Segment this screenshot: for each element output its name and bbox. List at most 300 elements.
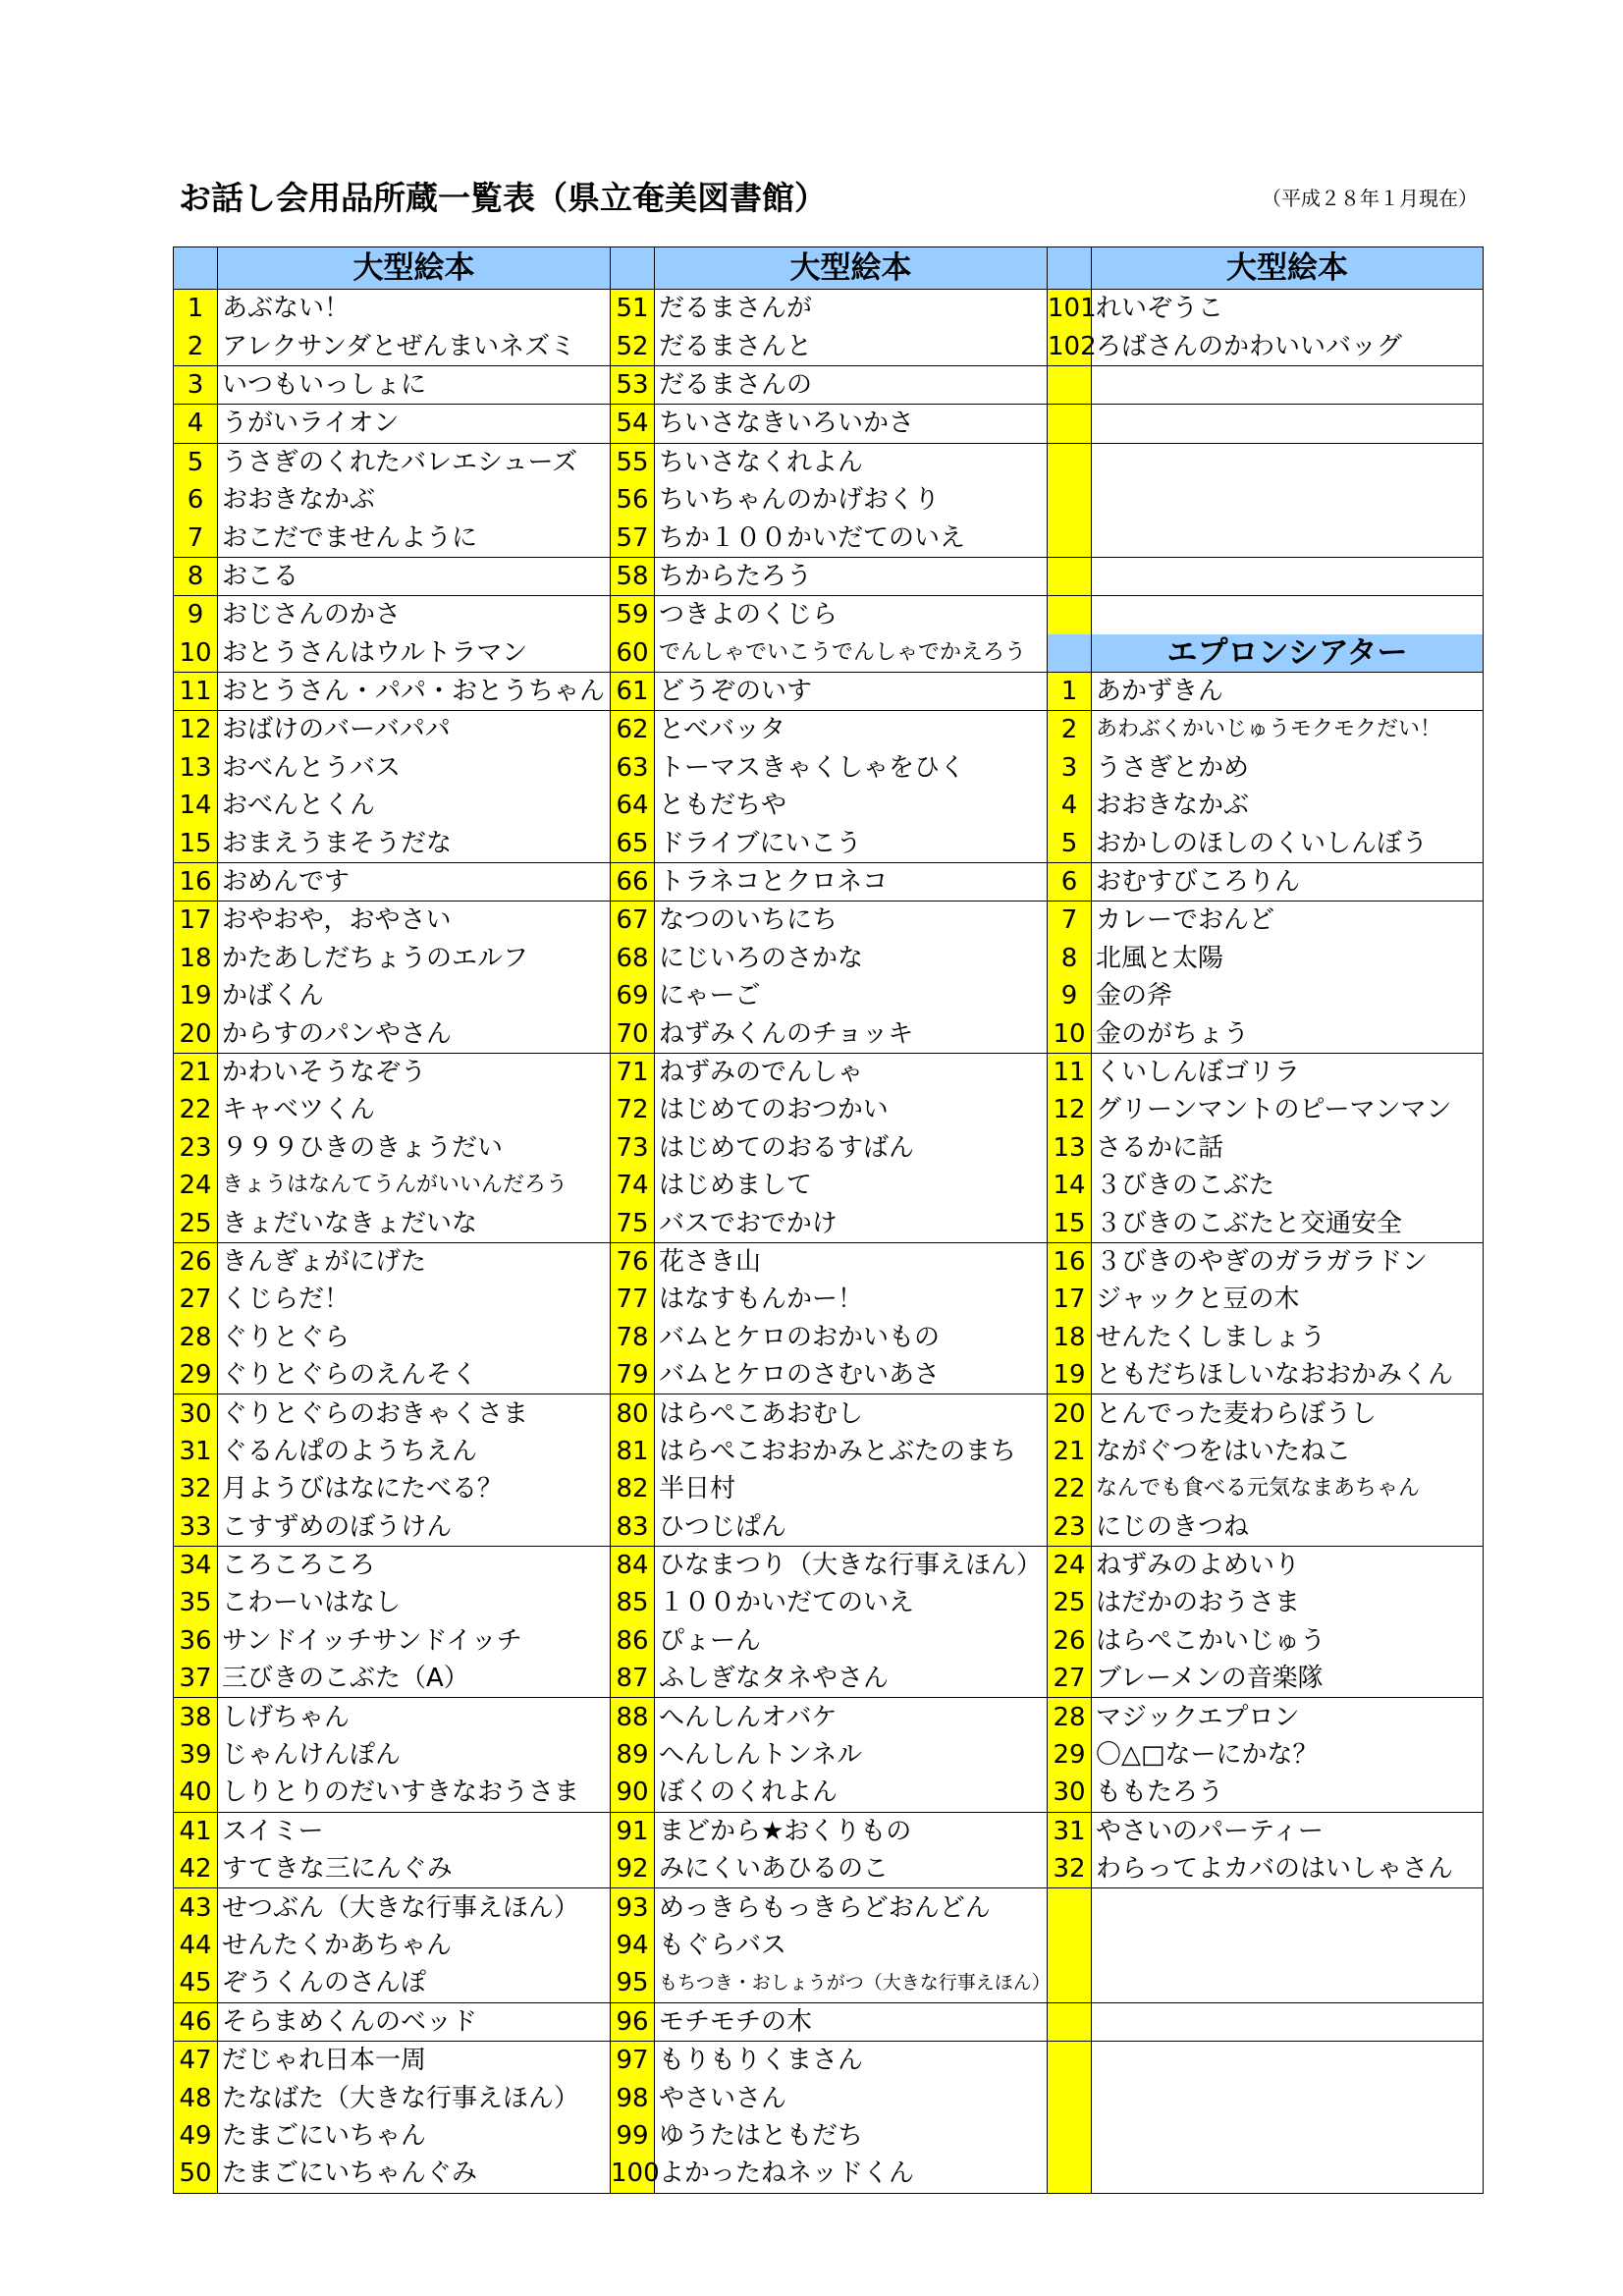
book-title: バムとケロのさむいあさ xyxy=(655,1356,1048,1394)
book-title: だるまさんが xyxy=(655,290,1048,328)
table-row xyxy=(174,1281,1484,1318)
apron-theater-title: カレーでおんど xyxy=(1092,902,1484,940)
item-number: 24 xyxy=(1048,1546,1092,1584)
book-title: はらぺこおおかみとぶたのまち xyxy=(655,1433,1048,1470)
item-number: 17 xyxy=(1048,1281,1092,1318)
item-number: 42 xyxy=(174,1850,218,1888)
empty-number-cell xyxy=(1048,365,1092,404)
table-row xyxy=(174,1167,1484,1204)
item-number: 27 xyxy=(174,1281,218,1318)
item-number: 14 xyxy=(174,787,218,824)
empty-number-cell xyxy=(1048,405,1092,443)
empty-title-cell xyxy=(1092,481,1484,519)
book-title: おこる xyxy=(218,557,611,595)
item-number: 22 xyxy=(174,1091,218,1128)
item-number: 84 xyxy=(611,1546,655,1584)
item-number: 19 xyxy=(174,977,218,1014)
book-title: バスでおでかけ xyxy=(655,1204,1048,1242)
book-title: １００かいだてのいえ xyxy=(655,1584,1048,1621)
item-number: 23 xyxy=(1048,1508,1092,1547)
item-number: 7 xyxy=(1048,902,1092,940)
item-number: 11 xyxy=(1048,1053,1092,1091)
item-number: 1 xyxy=(174,290,218,328)
table-row xyxy=(174,2155,1484,2193)
table-row xyxy=(174,481,1484,519)
book-title: せつぶん（大きな行事えほん） xyxy=(218,1888,611,1927)
item-number: 46 xyxy=(174,2002,218,2041)
item-number: 43 xyxy=(174,1888,218,1927)
book-title: ねずみくんのチョッキ xyxy=(655,1014,1048,1053)
book-title: アレクサンダとぜんまいネズミ xyxy=(218,327,611,365)
item-number: 88 xyxy=(611,1698,655,1736)
book-title: はじめまして xyxy=(655,1167,1048,1204)
apron-theater-title: はだかのおうさま xyxy=(1092,1584,1484,1621)
table-row xyxy=(174,2002,1484,2041)
table-row xyxy=(174,327,1484,365)
item-number: 20 xyxy=(174,1014,218,1053)
book-title: スイミー xyxy=(218,1812,611,1850)
empty-number-cell xyxy=(1048,519,1092,557)
item-number: 89 xyxy=(611,1736,655,1774)
item-number: 47 xyxy=(174,2041,218,2079)
table-row xyxy=(174,1394,1484,1433)
item-number: 62 xyxy=(611,711,655,749)
item-number: 4 xyxy=(174,405,218,443)
book-title: ねずみのでんしゃ xyxy=(655,1053,1048,1091)
book-title: うさぎのくれたバレエシューズ xyxy=(218,443,611,481)
item-number: 82 xyxy=(611,1470,655,1507)
apron-theater-title: おむすびころりん xyxy=(1092,862,1484,901)
item-number: 90 xyxy=(611,1774,655,1812)
book-title: おこだでませんように xyxy=(218,519,611,557)
table-row xyxy=(174,2079,1484,2116)
apron-theater-title: ３びきのやぎのガラガラドン xyxy=(1092,1242,1484,1281)
empty-number-cell xyxy=(1048,2002,1092,2041)
book-title: しりとりのだいすきなおうさま xyxy=(218,1774,611,1812)
item-number: 40 xyxy=(174,1774,218,1812)
book-title: おやおや，おやさい xyxy=(218,902,611,940)
book-title: バムとケロのおかいもの xyxy=(655,1319,1048,1356)
book-title: サンドイッチサンドイッチ xyxy=(218,1622,611,1660)
item-number: 2 xyxy=(174,327,218,365)
item-number: 30 xyxy=(174,1394,218,1433)
column-header-large-picture-book: 大型絵本 xyxy=(655,247,1048,290)
book-title: だるまさんと xyxy=(655,327,1048,365)
item-number: 15 xyxy=(174,824,218,862)
book-title: だじゃれ日本一周 xyxy=(218,2041,611,2079)
book-title: はらぺこあおむし xyxy=(655,1394,1048,1433)
table-row xyxy=(174,1622,1484,1660)
table-row xyxy=(174,672,1484,710)
book-title: ちいさなきいろいかさ xyxy=(655,405,1048,443)
apron-theater-title: あわぶくかいじゅうモクモクだい！ xyxy=(1092,711,1484,749)
item-number: 57 xyxy=(611,519,655,557)
item-number: 17 xyxy=(174,902,218,940)
item-number: 14 xyxy=(1048,1167,1092,1204)
item-number: 101 xyxy=(1048,290,1092,328)
item-number: 29 xyxy=(1048,1736,1092,1774)
empty-number-cell xyxy=(1048,2079,1092,2116)
item-number: 12 xyxy=(174,711,218,749)
table-row xyxy=(174,519,1484,557)
book-title: かわいそうなぞう xyxy=(218,1053,611,1091)
item-number: 51 xyxy=(611,290,655,328)
item-number: 26 xyxy=(174,1242,218,1281)
item-number: 15 xyxy=(1048,1204,1092,1242)
book-title: しげちゃん xyxy=(218,1698,611,1736)
item-number: 91 xyxy=(611,1812,655,1850)
apron-theater-title: ともだちほしいなおおかみくん xyxy=(1092,1356,1484,1394)
item-number: 22 xyxy=(1048,1470,1092,1507)
item-number: 64 xyxy=(611,787,655,824)
book-title: ぐるんぱのようちえん xyxy=(218,1433,611,1470)
empty-number-cell xyxy=(1048,1964,1092,2002)
book-title: とべバッタ xyxy=(655,711,1048,749)
item-number: 50 xyxy=(174,2155,218,2193)
item-number: 60 xyxy=(611,634,655,673)
item-number: 98 xyxy=(611,2079,655,2116)
empty-number-cell xyxy=(1048,1888,1092,1927)
empty-title-cell xyxy=(1092,596,1484,634)
item-number: 9 xyxy=(174,596,218,634)
book-title: ぞうくんのさんぽ xyxy=(218,1964,611,2002)
item-number: 16 xyxy=(1048,1242,1092,1281)
apron-theater-title: ねずみのよめいり xyxy=(1092,1546,1484,1584)
empty-number-cell xyxy=(1048,2117,1092,2155)
item-number: 39 xyxy=(174,1736,218,1774)
table-row xyxy=(174,1964,1484,2002)
table-row xyxy=(174,1660,1484,1698)
apron-theater-title: とんでった麦わらぼうし xyxy=(1092,1394,1484,1433)
item-number: 63 xyxy=(611,749,655,787)
book-title: にじいろのさかな xyxy=(655,940,1048,977)
book-title: おべんとうバス xyxy=(218,749,611,787)
item-number: 37 xyxy=(174,1660,218,1698)
book-title: ひなまつり（大きな行事えほん） xyxy=(655,1546,1048,1584)
book-title: 月ようびはなにたべる？ xyxy=(218,1470,611,1507)
table-row xyxy=(174,749,1484,787)
item-number: 2 xyxy=(1048,711,1092,749)
item-number: 13 xyxy=(174,749,218,787)
book-title: めっきらもっきらどおんどん xyxy=(655,1888,1048,1927)
book-title: おおきなかぶ xyxy=(218,481,611,519)
item-number: 97 xyxy=(611,2041,655,2079)
empty-number-cell xyxy=(1048,2155,1092,2193)
book-title: たなばた（大きな行事えほん） xyxy=(218,2079,611,2116)
book-title: みにくいあひるのこ xyxy=(655,1850,1048,1888)
table-row xyxy=(174,977,1484,1014)
item-number: 69 xyxy=(611,977,655,1014)
item-number: 27 xyxy=(1048,1660,1092,1698)
book-title: まどから★おくりもの xyxy=(655,1812,1048,1850)
apron-theater-title: 金のがちょう xyxy=(1092,1014,1484,1053)
book-title: うがいライオン xyxy=(218,405,611,443)
table-row xyxy=(174,1927,1484,1964)
item-number: 7 xyxy=(174,519,218,557)
table-row xyxy=(174,1546,1484,1584)
header-blank-cell xyxy=(1048,247,1092,290)
book-title: もぐらバス xyxy=(655,1927,1048,1964)
header-blank-cell xyxy=(174,247,218,290)
item-number: 3 xyxy=(1048,749,1092,787)
table-row xyxy=(174,1888,1484,1927)
item-number: 8 xyxy=(174,557,218,595)
item-number: 83 xyxy=(611,1508,655,1547)
apron-header-blank xyxy=(1048,634,1092,673)
apron-theater-title: マジックエプロン xyxy=(1092,1698,1484,1736)
book-title: からすのパンやさん xyxy=(218,1014,611,1053)
item-number: 26 xyxy=(1048,1622,1092,1660)
item-number: 61 xyxy=(611,672,655,710)
large-book-title: ろばさんのかわいいバッグ xyxy=(1092,327,1484,365)
book-title: たまごにいちゃんぐみ xyxy=(218,2155,611,2193)
item-number: 49 xyxy=(174,2117,218,2155)
book-title: くじらだ！ xyxy=(218,1281,611,1318)
book-title: じゃんけんぽん xyxy=(218,1736,611,1774)
table-row xyxy=(174,634,1484,673)
empty-title-cell xyxy=(1092,1964,1484,2002)
book-title: ちか１００かいだてのいえ xyxy=(655,519,1048,557)
item-number: 5 xyxy=(174,443,218,481)
item-number: 36 xyxy=(174,1622,218,1660)
table-row xyxy=(174,365,1484,404)
item-number: 4 xyxy=(1048,787,1092,824)
item-number: 67 xyxy=(611,902,655,940)
empty-title-cell xyxy=(1092,557,1484,595)
apron-theater-title: うさぎとかめ xyxy=(1092,749,1484,787)
table-row xyxy=(174,1433,1484,1470)
book-title: せんたくかあちゃん xyxy=(218,1927,611,1964)
item-number: 18 xyxy=(174,940,218,977)
empty-title-cell xyxy=(1092,405,1484,443)
book-title: なつのいちにち xyxy=(655,902,1048,940)
book-title: すてきな三にんぐみ xyxy=(218,1850,611,1888)
apron-theater-title: ３びきのこぶた xyxy=(1092,1167,1484,1204)
table-row xyxy=(174,902,1484,940)
item-number: 28 xyxy=(174,1319,218,1356)
table-row xyxy=(174,1091,1484,1128)
item-number: 94 xyxy=(611,1927,655,1964)
book-title: はじめてのおつかい xyxy=(655,1091,1048,1128)
item-number: 55 xyxy=(611,443,655,481)
book-title: 花さき山 xyxy=(655,1242,1048,1281)
table-row xyxy=(174,787,1484,824)
table-row xyxy=(174,1850,1484,1888)
item-number: 1 xyxy=(1048,672,1092,710)
item-number: 21 xyxy=(174,1053,218,1091)
book-title: へんしんトンネル xyxy=(655,1736,1048,1774)
apron-theater-header: エプロンシアター xyxy=(1092,634,1484,673)
item-number: 18 xyxy=(1048,1319,1092,1356)
item-number: 93 xyxy=(611,1888,655,1927)
book-title: きんぎょがにげた xyxy=(218,1242,611,1281)
item-number: 44 xyxy=(174,1927,218,1964)
book-title: はなすもんかー！ xyxy=(655,1281,1048,1318)
table-row xyxy=(174,290,1484,328)
table-row xyxy=(174,1356,1484,1394)
book-title: おとうさんはウルトラマン xyxy=(218,634,611,673)
book-title: おとうさん・パパ・おとうちゃん xyxy=(218,672,611,710)
table-row xyxy=(174,711,1484,749)
book-title: ちからたろう xyxy=(655,557,1048,595)
apron-theater-title: おおきなかぶ xyxy=(1092,787,1484,824)
apron-theater-title: おかしのほしのくいしんぼう xyxy=(1092,824,1484,862)
book-title: こわーいはなし xyxy=(218,1584,611,1621)
item-number: 28 xyxy=(1048,1698,1092,1736)
item-number: 71 xyxy=(611,1053,655,1091)
item-number: 99 xyxy=(611,2117,655,2155)
book-title: もちつき・おしょうがつ（大きな行事えほん） xyxy=(655,1964,1048,2002)
book-title: あぶない！ xyxy=(218,290,611,328)
table-row xyxy=(174,824,1484,862)
item-number: 102 xyxy=(1048,327,1092,365)
book-title: そらまめくんのベッド xyxy=(218,2002,611,2041)
item-number: 100 xyxy=(611,2155,655,2193)
book-title: ぐりとぐらのおきゃくさま xyxy=(218,1394,611,1433)
table-row xyxy=(174,1584,1484,1621)
table-row xyxy=(174,1204,1484,1242)
apron-theater-title: 金の斧 xyxy=(1092,977,1484,1014)
book-title: ぐりとぐらのえんそく xyxy=(218,1356,611,1394)
item-number: 6 xyxy=(174,481,218,519)
book-title: はじめてのおるすばん xyxy=(655,1129,1048,1167)
item-number: 45 xyxy=(174,1964,218,2002)
item-number: 79 xyxy=(611,1356,655,1394)
item-number: 23 xyxy=(174,1129,218,1167)
apron-theater-title: はらぺこかいじゅう xyxy=(1092,1622,1484,1660)
item-number: 9 xyxy=(1048,977,1092,1014)
holdings-table xyxy=(173,246,1484,2194)
item-number: 21 xyxy=(1048,1433,1092,1470)
book-title: にゃーご xyxy=(655,977,1048,1014)
item-number: 20 xyxy=(1048,1394,1092,1433)
empty-number-cell xyxy=(1048,1927,1092,1964)
item-number: 87 xyxy=(611,1660,655,1698)
item-number: 78 xyxy=(611,1319,655,1356)
item-number: 96 xyxy=(611,2002,655,2041)
book-title: いつもいっしょに xyxy=(218,365,611,404)
book-title: ９９９ひきのきょうだい xyxy=(218,1129,611,1167)
book-title: トーマスきゃくしゃをひく xyxy=(655,749,1048,787)
book-title: ゆうたはともだち xyxy=(655,2117,1048,2155)
item-number: 56 xyxy=(611,481,655,519)
item-number: 74 xyxy=(611,1167,655,1204)
empty-title-cell xyxy=(1092,2002,1484,2041)
item-number: 68 xyxy=(611,940,655,977)
item-number: 12 xyxy=(1048,1091,1092,1128)
item-number: 6 xyxy=(1048,862,1092,901)
item-number: 32 xyxy=(1048,1850,1092,1888)
book-title: ちいさなくれよん xyxy=(655,443,1048,481)
apron-theater-title: ブレーメンの音楽隊 xyxy=(1092,1660,1484,1698)
item-number: 81 xyxy=(611,1433,655,1470)
table-row xyxy=(174,1736,1484,1774)
table-row xyxy=(174,862,1484,901)
empty-number-cell xyxy=(1048,481,1092,519)
book-title: もりもりくまさん xyxy=(655,2041,1048,2079)
book-title: こすずめのぼうけん xyxy=(218,1508,611,1547)
empty-title-cell xyxy=(1092,2155,1484,2193)
book-title: かたあしだちょうのエルフ xyxy=(218,940,611,977)
apron-theater-title: ３びきのこぶたと交通安全 xyxy=(1092,1204,1484,1242)
book-title: 半日村 xyxy=(655,1470,1048,1507)
apron-theater-title: さるかに話 xyxy=(1092,1129,1484,1167)
empty-title-cell xyxy=(1092,2117,1484,2155)
apron-theater-title: せんたくしましょう xyxy=(1092,1319,1484,1356)
item-number: 8 xyxy=(1048,940,1092,977)
table-row xyxy=(174,1319,1484,1356)
item-number: 73 xyxy=(611,1129,655,1167)
item-number: 59 xyxy=(611,596,655,634)
item-number: 5 xyxy=(1048,824,1092,862)
item-number: 13 xyxy=(1048,1129,1092,1167)
large-book-title: れいぞうこ xyxy=(1092,290,1484,328)
empty-title-cell xyxy=(1092,1888,1484,1927)
book-title: だるまさんの xyxy=(655,365,1048,404)
apron-theater-title: わらってよカバのはいしゃさん xyxy=(1092,1850,1484,1888)
empty-number-cell xyxy=(1048,443,1092,481)
item-number: 70 xyxy=(611,1014,655,1053)
book-title: ぴょーん xyxy=(655,1622,1048,1660)
column-header-large-picture-book: 大型絵本 xyxy=(218,247,611,290)
book-title: きょだいなきょだいな xyxy=(218,1204,611,1242)
book-title: つきよのくじら xyxy=(655,596,1048,634)
table-row xyxy=(174,1508,1484,1547)
table-row xyxy=(174,1812,1484,1850)
item-number: 24 xyxy=(174,1167,218,1204)
apron-theater-title: なんでも食べる元気なまあちゃん xyxy=(1092,1470,1484,1507)
apron-theater-title: やさいのパーティー xyxy=(1092,1812,1484,1850)
table-row xyxy=(174,940,1484,977)
apron-theater-title: ももたろう xyxy=(1092,1774,1484,1812)
table-row xyxy=(174,1242,1484,1281)
item-number: 77 xyxy=(611,1281,655,1318)
empty-title-cell xyxy=(1092,519,1484,557)
table-row xyxy=(174,596,1484,634)
item-number: 16 xyxy=(174,862,218,901)
book-title: モチモチの木 xyxy=(655,2002,1048,2041)
item-number: 54 xyxy=(611,405,655,443)
item-number: 33 xyxy=(174,1508,218,1547)
apron-theater-title: あかずきん xyxy=(1092,672,1484,710)
empty-title-cell xyxy=(1092,443,1484,481)
empty-title-cell xyxy=(1092,1927,1484,1964)
header-row xyxy=(174,247,1484,290)
book-title: トラネコとクロネコ xyxy=(655,862,1048,901)
item-number: 75 xyxy=(611,1204,655,1242)
item-number: 52 xyxy=(611,327,655,365)
item-number: 11 xyxy=(174,672,218,710)
book-title: ころころころ xyxy=(218,1546,611,1584)
item-number: 34 xyxy=(174,1546,218,1584)
as-of-date: （平成２８年１月現在） xyxy=(1262,187,1478,210)
book-title: たまごにいちゃん xyxy=(218,2117,611,2155)
item-number: 10 xyxy=(174,634,218,673)
item-number: 41 xyxy=(174,1812,218,1850)
book-title: でんしゃでいこうでんしゃでかえろう xyxy=(655,634,1048,673)
book-title: ふしぎなタネやさん xyxy=(655,1660,1048,1698)
table-row xyxy=(174,405,1484,443)
item-number: 19 xyxy=(1048,1356,1092,1394)
empty-number-cell xyxy=(1048,2041,1092,2079)
item-number: 95 xyxy=(611,1964,655,2002)
book-title: おべんとくん xyxy=(218,787,611,824)
item-number: 48 xyxy=(174,2079,218,2116)
item-number: 32 xyxy=(174,1470,218,1507)
empty-number-cell xyxy=(1048,557,1092,595)
book-title: へんしんオバケ xyxy=(655,1698,1048,1736)
item-number: 76 xyxy=(611,1242,655,1281)
